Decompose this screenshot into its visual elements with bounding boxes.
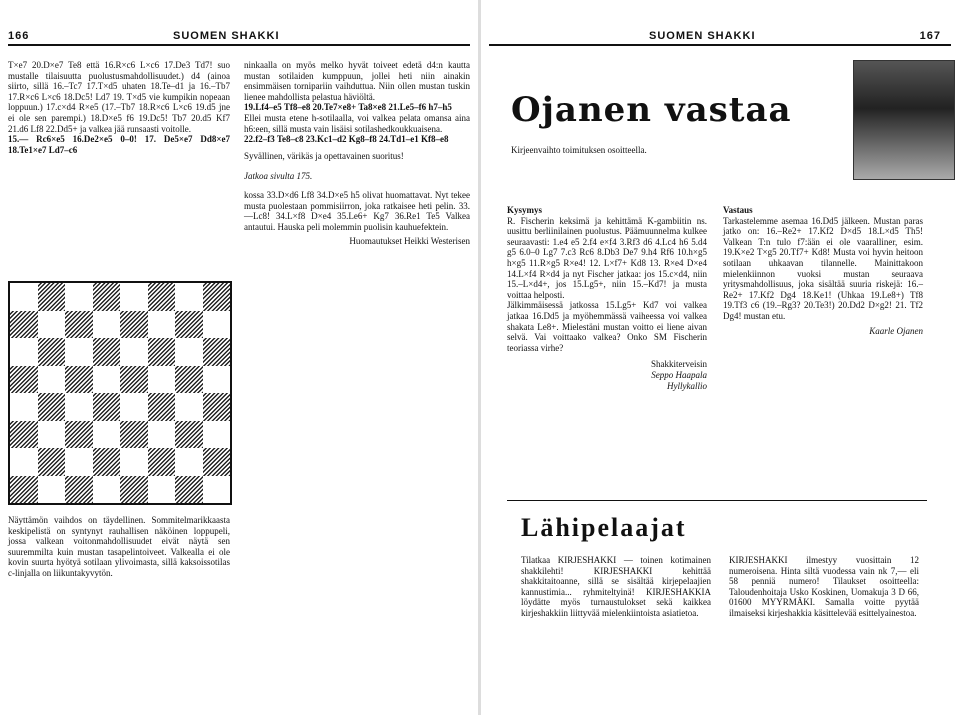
- question-name: Seppo Haapala: [651, 369, 707, 380]
- question-heading: Kysymys: [507, 205, 543, 215]
- left-col1-moves: 15.— Rc6×e5 16.De2×e5 0–0! 17. De5×e7 Dd8×e7 18.Te1×e7 Ld7–c6: [8, 134, 230, 155]
- answer-signature: Kaarle Ojanen: [869, 325, 923, 336]
- left-col2-moves-1: 19.Lf4–e5 Tf8–e8 20.Te7×e8+ Ta8×e8 21.Le5–f6 h7–h5: [244, 102, 452, 113]
- left-col2-text: ninkaalla on myös melko hyvät toiveet edetä d4:n kautta mustan sotilaiden kumppuun, jollei heti niin ainakin ensimmäisen tornipariin vaihduttua. Niin ollen mustan tuskin lienee mahdollista pelastua häviöltä.: [244, 60, 470, 102]
- right-column-1: [507, 205, 707, 391]
- ad-text-1: Tilatkaa KIRJESHAKKI — toinen kotimainen shakkilehti! KIRJESHAKKI kehittää shakkitaitoanne, sillä se sisältää kirjepelaajien kannustimia... ryhmiteltyinä! KIRJESHAKKIA löydätte myös turnaustulokset sekä kaikkea kirjeshakkiin liittyvää mielenkiintoista asiatietoa.: [521, 555, 711, 618]
- left-caption-text: Näyttämön vaihdos on täydellinen. Sommitelmarikkaasta keskipelistä on syntynyt rauhallisen näköinen loppupeli, jossa valkean voitonmahdollisuudet eivät näytä sen suuremmilta kuin mustan tasapelintoiveet. Valkealla ei ole kovin suurta hyötyä sotilaan ylivoimasta, sillä kaksoissotilas c-linjalla on liikuntakyvytön.: [8, 515, 230, 578]
- answer-text: Tarkastelemme asemaa 16.Dd5 jälkeen. Mustan paras jatko on: 16.–Re2+ 17.Kf2 D×d5 18.L×d5 Th5! Valkean T:n tulo f7:ään ei ole vaaralliner, esim. 19.K×e2 T×g5 20.Tf7+ Kd8! Musta voi hyvin heitoon sotilaan uhkaavan tilannelle. Mainittakoon mielenkiinnon vuoksi mustan seuraava yritysmahdollisuus, joka sisältää suuria riskejä: 16.–Re2+ 17.Kf2 Dg4 18.Ke1! (Uhkaa 19.Le8+) Tf8 19.Tf3 c6 (19.–Rg3? 20.Te3!) 20.Dd2 D×g2! 21. Tf2 Dg4! mustan etu.: [723, 215, 923, 321]
- right-column-2: [723, 205, 923, 336]
- left-col2-continued: Jatkoa sivulta 175.: [244, 171, 313, 182]
- portrait-photo: [853, 60, 955, 180]
- question-text: R. Fischerin keksimä ja kehittämä K-gambiitin ns. uusittu berliinilainen puolustus. Päämuunnelma kulkee seuraavasti: 1.e4 e5 2.f4 e×f4 3.Rf3 d6 4.Lc4 h6 5.d4 g5 6.0–0 Lg7 7.c3 Rc6 8.Db3 De7 9.h4 Rf6 10.h×g5 h×g5 11.R×g5 R×e4! 12. L×f7+ Kd8 13. R×e4 D×e4 14.L×f4 R×d4 ja nyt Fischer jatkaa: jos 15.c×d4, niin 15.–L×d4+, jos 15.Lg5+, niin 15.–Kd7! ja musta voittaa helposti.: [507, 215, 707, 300]
- section-divider: [507, 500, 927, 501]
- ad-text-2: KIRJESHAKKI ilmestyy vuosittain 12 numeroisena. Hinta siltä vuodessa vain nk 7,— eli 58 penniä numero! Tilaukset osoitteella: Taloudenhoitaja Usko Koskinen, Uomakuja 3 D 66, 01600 MYYRMÄKI. Samalla voitte pyytää ilmaiseksi kirjeshakkia käsittelevää esittelyainestoa.: [729, 555, 919, 618]
- left-column-1: [8, 60, 230, 155]
- left-col2-text-2: Ellei musta etene h-sotilaalla, voi valkea pelata omansa aina h6:een, sillä musta vain lisäisi sotilashedkoukkuaisena.: [244, 112, 470, 134]
- right-page-number: 167: [919, 30, 941, 42]
- left-col2-signature: Huomautukset Heikki Westerisen: [349, 236, 470, 247]
- ad-column-1: [521, 555, 711, 619]
- question-text-2: Jälkimmäisessä jatkossa 15.Lg5+ Kd7 voi valkea jatkaa 16.Dd5 ja myöhemmässä vaiheessa voi valkea shakata Le8+. Mielestäni mustan voitto ei liene aivan selvä. Vai voittaako valkea? Onko SM Fischerin teoriassa virhe?: [507, 300, 707, 353]
- left-page: [0, 0, 478, 715]
- right-header: [489, 30, 951, 46]
- left-col2-text-3: Syvällinen, värikäs ja opettavainen suoritus!: [244, 150, 404, 161]
- article-subtitle: Kirjeenvaihto toimituksen osoitteella.: [511, 145, 647, 155]
- left-col2-moves-2: 22.f2–f3 Te8–c8 23.Kc1–d2 Kg8–f8 24.Td1–e1 Kf8–e8: [244, 134, 449, 145]
- left-caption: [8, 515, 230, 579]
- left-header: [8, 30, 470, 46]
- left-page-number: 166: [8, 30, 30, 42]
- chess-board: [8, 281, 232, 505]
- article-title: Ojanen vastaa: [511, 90, 792, 130]
- answer-heading: Vastaus: [723, 205, 753, 215]
- right-header-title: SUOMEN SHAKKI: [649, 30, 756, 42]
- question-signature: Shakkiterveisin: [651, 359, 707, 370]
- ad-title: Lähipelaajat: [521, 513, 687, 542]
- left-col1-text: T×e7 20.D×e7 Te8 että 16.R×c6 L×c6 17.De3 Td7! suo mustalle tilaisuutta puolustusmahdollisuudet.) d4 (ainoa siirto, sillä 16.–Tc7 17.T×d5 uhaten 18.Te–d1 ja 16.–Tb7 17.R×c6 L×c6 18.Dc5! Ld7 19. T×d5 vie kumpikin nopeaan loppuun.) 17.c×d4 R×e5 (17.–Tb7 18.R×c6 L×c6 19.d5 jne ei ole sen parempi.) 18.D×e5 f6 19.Dc5! Tb7 20.d5 Kf7 21.d6 Lf8 22.Dd5+ ja valkea jää runsaasti voitolle.: [8, 60, 230, 134]
- right-page: [481, 0, 959, 715]
- question-place: Hyllykallio: [667, 380, 707, 391]
- left-col2-text-4: kossa 33.D×d6 Lf8 34.D×e5 h5 olivat huomattavat. Nyt tekee musta puolestaan pommisiirron, joka ratkaisee heti pelin. 33.—Lc8! 34.L×f8 D×e4 35.Le6+ Kg7 36.Re1 Te5 Valkea antautui. Hauska peli molemmin puolisin kauhuefektein.: [244, 189, 470, 232]
- ad-column-2: [729, 555, 919, 619]
- left-column-2: [244, 60, 470, 247]
- left-header-title: SUOMEN SHAKKI: [173, 30, 280, 42]
